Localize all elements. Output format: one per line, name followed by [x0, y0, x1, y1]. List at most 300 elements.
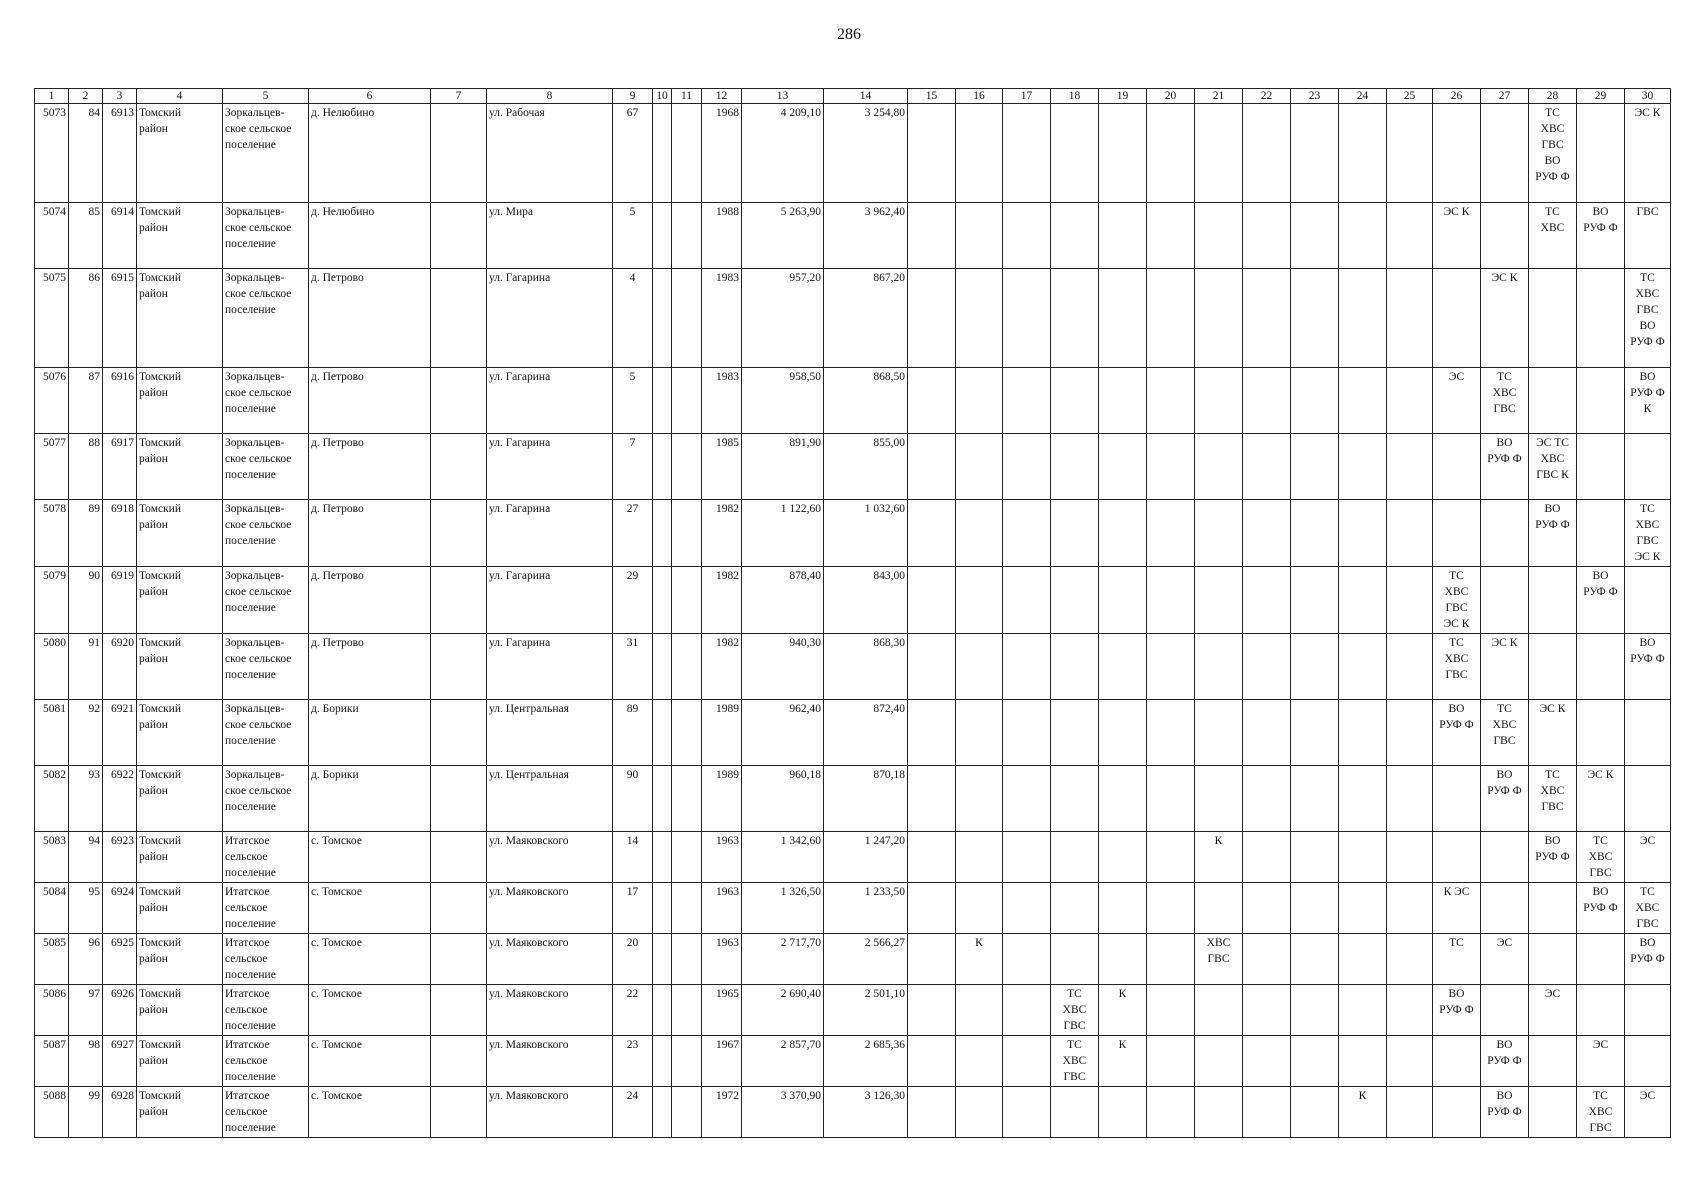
cell-col-30 — [1625, 985, 1671, 1036]
cell-col-21 — [1195, 269, 1243, 368]
cell-col-8: ул. Гагарина — [487, 567, 613, 634]
cell-col-28: ВО РУФ Ф — [1529, 500, 1577, 567]
cell-col-9: 29 — [613, 567, 653, 634]
cell-col-16 — [956, 1087, 1003, 1138]
cell-col-21 — [1195, 500, 1243, 567]
cell-col-27: ЭС — [1481, 934, 1529, 985]
cell-col-2: 86 — [69, 269, 103, 368]
cell-col-25 — [1387, 700, 1433, 766]
cell-col-15 — [908, 104, 956, 203]
cell-col-14: 2 685,36 — [824, 1036, 908, 1087]
cell-col-22 — [1243, 269, 1291, 368]
cell-col-18: ТС ХВС ГВС — [1051, 985, 1099, 1036]
cell-col-25 — [1387, 434, 1433, 500]
cell-col-13: 2 690,40 — [742, 985, 824, 1036]
column-header-15: 15 — [908, 89, 956, 104]
cell-col-16 — [956, 634, 1003, 700]
cell-col-30: ТС ХВС ГВС ВО РУФ Ф — [1625, 269, 1671, 368]
cell-col-15 — [908, 934, 956, 985]
cell-col-6: с. Томское — [309, 985, 431, 1036]
table-row — [35, 203, 1671, 269]
cell-col-15 — [908, 832, 956, 883]
cell-col-1: 5084 — [35, 883, 69, 934]
cell-col-20 — [1147, 203, 1195, 269]
cell-col-6: д. Петрово — [309, 500, 431, 567]
column-header-4: 4 — [137, 89, 223, 104]
cell-col-11 — [672, 766, 702, 832]
cell-col-27 — [1481, 104, 1529, 203]
cell-col-1: 5088 — [35, 1087, 69, 1138]
cell-col-19 — [1099, 883, 1147, 934]
table-row — [35, 567, 1671, 634]
cell-col-22 — [1243, 500, 1291, 567]
cell-col-23 — [1291, 567, 1339, 634]
cell-col-1: 5073 — [35, 104, 69, 203]
cell-col-2: 96 — [69, 934, 103, 985]
cell-col-27 — [1481, 567, 1529, 634]
cell-col-17 — [1003, 832, 1051, 883]
cell-col-20 — [1147, 1087, 1195, 1138]
cell-col-29 — [1577, 700, 1625, 766]
cell-col-3: 6927 — [103, 1036, 137, 1087]
cell-col-13: 940,30 — [742, 634, 824, 700]
cell-col-13: 891,90 — [742, 434, 824, 500]
cell-col-7 — [431, 1036, 487, 1087]
cell-col-26 — [1433, 766, 1481, 832]
cell-col-21 — [1195, 434, 1243, 500]
cell-col-2: 94 — [69, 832, 103, 883]
cell-col-7 — [431, 567, 487, 634]
cell-col-21 — [1195, 883, 1243, 934]
cell-col-22 — [1243, 700, 1291, 766]
cell-col-29 — [1577, 634, 1625, 700]
cell-col-17 — [1003, 500, 1051, 567]
cell-col-12: 1967 — [702, 1036, 742, 1087]
cell-col-4: Томский район — [137, 883, 223, 934]
cell-col-1: 5075 — [35, 269, 69, 368]
cell-col-9: 22 — [613, 985, 653, 1036]
cell-col-28 — [1529, 934, 1577, 985]
cell-col-23 — [1291, 434, 1339, 500]
cell-col-29: ВО РУФ Ф — [1577, 883, 1625, 934]
cell-col-3: 6922 — [103, 766, 137, 832]
cell-col-16 — [956, 766, 1003, 832]
cell-col-30: ЭС — [1625, 832, 1671, 883]
cell-col-16 — [956, 985, 1003, 1036]
column-header-1: 1 — [35, 89, 69, 104]
cell-col-1: 5085 — [35, 934, 69, 985]
cell-col-15 — [908, 269, 956, 368]
cell-col-25 — [1387, 1087, 1433, 1138]
cell-col-8: ул. Маяковского — [487, 1087, 613, 1138]
cell-col-12: 1972 — [702, 1087, 742, 1138]
cell-col-27: ВО РУФ Ф — [1481, 434, 1529, 500]
cell-col-1: 5081 — [35, 700, 69, 766]
cell-col-7 — [431, 434, 487, 500]
cell-col-15 — [908, 634, 956, 700]
cell-col-4: Томский район — [137, 700, 223, 766]
cell-col-17 — [1003, 883, 1051, 934]
cell-col-26: ЭС К — [1433, 203, 1481, 269]
cell-col-30 — [1625, 567, 1671, 634]
column-header-25: 25 — [1387, 89, 1433, 104]
cell-col-20 — [1147, 832, 1195, 883]
cell-col-10 — [653, 500, 672, 567]
cell-col-17 — [1003, 104, 1051, 203]
cell-col-17 — [1003, 1036, 1051, 1087]
cell-col-15 — [908, 700, 956, 766]
cell-col-7 — [431, 700, 487, 766]
cell-col-1: 5074 — [35, 203, 69, 269]
cell-col-1: 5087 — [35, 1036, 69, 1087]
cell-col-23 — [1291, 203, 1339, 269]
cell-col-26 — [1433, 104, 1481, 203]
cell-col-10 — [653, 934, 672, 985]
cell-col-2: 92 — [69, 700, 103, 766]
table-row — [35, 634, 1671, 700]
cell-col-18 — [1051, 368, 1099, 434]
cell-col-15 — [908, 203, 956, 269]
cell-col-18 — [1051, 203, 1099, 269]
cell-col-25 — [1387, 883, 1433, 934]
cell-col-15 — [908, 985, 956, 1036]
cell-col-24 — [1339, 832, 1387, 883]
cell-col-22 — [1243, 203, 1291, 269]
cell-col-24 — [1339, 985, 1387, 1036]
registry-table — [34, 88, 1671, 1138]
cell-col-20 — [1147, 1036, 1195, 1087]
cell-col-30: ЭС К — [1625, 104, 1671, 203]
cell-col-9: 31 — [613, 634, 653, 700]
cell-col-11 — [672, 832, 702, 883]
cell-col-26 — [1433, 269, 1481, 368]
cell-col-10 — [653, 203, 672, 269]
cell-col-4: Томский район — [137, 203, 223, 269]
cell-col-2: 99 — [69, 1087, 103, 1138]
cell-col-4: Томский район — [137, 634, 223, 700]
cell-col-14: 843,00 — [824, 567, 908, 634]
cell-col-21 — [1195, 766, 1243, 832]
cell-col-12: 1965 — [702, 985, 742, 1036]
cell-col-6: с. Томское — [309, 883, 431, 934]
cell-col-11 — [672, 203, 702, 269]
column-header-26: 26 — [1433, 89, 1481, 104]
cell-col-19 — [1099, 567, 1147, 634]
cell-col-14: 855,00 — [824, 434, 908, 500]
cell-col-18 — [1051, 1087, 1099, 1138]
cell-col-10 — [653, 1087, 672, 1138]
cell-col-9: 67 — [613, 104, 653, 203]
column-header-5: 5 — [223, 89, 309, 104]
cell-col-24 — [1339, 269, 1387, 368]
cell-col-19 — [1099, 634, 1147, 700]
cell-col-21 — [1195, 634, 1243, 700]
cell-col-22 — [1243, 368, 1291, 434]
cell-col-4: Томский район — [137, 368, 223, 434]
cell-col-4: Томский район — [137, 434, 223, 500]
cell-col-20 — [1147, 985, 1195, 1036]
cell-col-4: Томский район — [137, 1036, 223, 1087]
cell-col-24 — [1339, 368, 1387, 434]
cell-col-30 — [1625, 700, 1671, 766]
cell-col-8: ул. Гагарина — [487, 269, 613, 368]
cell-col-10 — [653, 985, 672, 1036]
cell-col-24 — [1339, 934, 1387, 985]
cell-col-19 — [1099, 700, 1147, 766]
cell-col-11 — [672, 269, 702, 368]
cell-col-27 — [1481, 832, 1529, 883]
cell-col-13: 957,20 — [742, 269, 824, 368]
cell-col-27: ТС ХВС ГВС — [1481, 368, 1529, 434]
cell-col-11 — [672, 104, 702, 203]
cell-col-25 — [1387, 832, 1433, 883]
cell-col-17 — [1003, 985, 1051, 1036]
cell-col-30 — [1625, 434, 1671, 500]
table-row — [35, 1036, 1671, 1087]
cell-col-23 — [1291, 1087, 1339, 1138]
cell-col-15 — [908, 567, 956, 634]
cell-col-12: 1989 — [702, 700, 742, 766]
cell-col-13: 1 326,50 — [742, 883, 824, 934]
cell-col-21 — [1195, 1087, 1243, 1138]
column-header-2: 2 — [69, 89, 103, 104]
cell-col-5: Зоркальцев- ское сельское поселение — [223, 368, 309, 434]
cell-col-5: Зоркальцев- ское сельское поселение — [223, 269, 309, 368]
cell-col-13: 4 209,10 — [742, 104, 824, 203]
cell-col-2: 91 — [69, 634, 103, 700]
cell-col-8: ул. Маяковского — [487, 934, 613, 985]
cell-col-10 — [653, 883, 672, 934]
column-header-9: 9 — [613, 89, 653, 104]
cell-col-8: ул. Рабочая — [487, 104, 613, 203]
cell-col-14: 1 032,60 — [824, 500, 908, 567]
cell-col-26: ВО РУФ Ф — [1433, 700, 1481, 766]
cell-col-20 — [1147, 434, 1195, 500]
cell-col-25 — [1387, 500, 1433, 567]
cell-col-18 — [1051, 700, 1099, 766]
cell-col-19 — [1099, 368, 1147, 434]
cell-col-11 — [672, 434, 702, 500]
cell-col-22 — [1243, 883, 1291, 934]
cell-col-29: ТС ХВС ГВС — [1577, 832, 1625, 883]
cell-col-5: Зоркальцев- ское сельское поселение — [223, 434, 309, 500]
cell-col-22 — [1243, 1036, 1291, 1087]
cell-col-12: 1982 — [702, 567, 742, 634]
cell-col-4: Томский район — [137, 269, 223, 368]
cell-col-23 — [1291, 883, 1339, 934]
cell-col-7 — [431, 883, 487, 934]
cell-col-1: 5083 — [35, 832, 69, 883]
cell-col-12: 1985 — [702, 434, 742, 500]
cell-col-2: 98 — [69, 1036, 103, 1087]
cell-col-19 — [1099, 832, 1147, 883]
cell-col-12: 1963 — [702, 934, 742, 985]
cell-col-3: 6917 — [103, 434, 137, 500]
cell-col-25 — [1387, 934, 1433, 985]
cell-col-8: ул. Гагарина — [487, 500, 613, 567]
cell-col-2: 97 — [69, 985, 103, 1036]
cell-col-16 — [956, 700, 1003, 766]
cell-col-2: 87 — [69, 368, 103, 434]
cell-col-6: д. Нелюбино — [309, 203, 431, 269]
cell-col-13: 962,40 — [742, 700, 824, 766]
cell-col-25 — [1387, 1036, 1433, 1087]
cell-col-9: 20 — [613, 934, 653, 985]
cell-col-14: 3 126,30 — [824, 1087, 908, 1138]
column-header-14: 14 — [824, 89, 908, 104]
cell-col-20 — [1147, 883, 1195, 934]
cell-col-20 — [1147, 934, 1195, 985]
column-header-29: 29 — [1577, 89, 1625, 104]
cell-col-6: с. Томское — [309, 934, 431, 985]
cell-col-10 — [653, 567, 672, 634]
cell-col-26: ВО РУФ Ф — [1433, 985, 1481, 1036]
cell-col-26 — [1433, 1087, 1481, 1138]
cell-col-15 — [908, 500, 956, 567]
column-header-12: 12 — [702, 89, 742, 104]
column-header-24: 24 — [1339, 89, 1387, 104]
cell-col-3: 6926 — [103, 985, 137, 1036]
cell-col-24 — [1339, 634, 1387, 700]
cell-col-12: 1968 — [702, 104, 742, 203]
cell-col-10 — [653, 700, 672, 766]
cell-col-3: 6915 — [103, 269, 137, 368]
cell-col-16 — [956, 368, 1003, 434]
cell-col-29: ВО РУФ Ф — [1577, 567, 1625, 634]
cell-col-14: 2 501,10 — [824, 985, 908, 1036]
cell-col-1: 5076 — [35, 368, 69, 434]
cell-col-29 — [1577, 368, 1625, 434]
cell-col-20 — [1147, 567, 1195, 634]
cell-col-16 — [956, 1036, 1003, 1087]
table-row — [35, 700, 1671, 766]
cell-col-4: Томский район — [137, 766, 223, 832]
cell-col-3: 6923 — [103, 832, 137, 883]
cell-col-24 — [1339, 567, 1387, 634]
cell-col-17 — [1003, 567, 1051, 634]
cell-col-18 — [1051, 634, 1099, 700]
cell-col-21: ХВС ГВС — [1195, 934, 1243, 985]
cell-col-6: д. Борики — [309, 700, 431, 766]
cell-col-13: 1 342,60 — [742, 832, 824, 883]
cell-col-5: Зоркальцев- ское сельское поселение — [223, 203, 309, 269]
cell-col-28 — [1529, 368, 1577, 434]
cell-col-20 — [1147, 368, 1195, 434]
cell-col-18 — [1051, 104, 1099, 203]
cell-col-3: 6918 — [103, 500, 137, 567]
cell-col-13: 878,40 — [742, 567, 824, 634]
cell-col-24: К — [1339, 1087, 1387, 1138]
cell-col-6: д. Нелюбино — [309, 104, 431, 203]
cell-col-11 — [672, 634, 702, 700]
cell-col-23 — [1291, 500, 1339, 567]
cell-col-18 — [1051, 567, 1099, 634]
cell-col-24 — [1339, 104, 1387, 203]
table-row — [35, 368, 1671, 434]
cell-col-18 — [1051, 934, 1099, 985]
cell-col-29 — [1577, 985, 1625, 1036]
cell-col-17 — [1003, 269, 1051, 368]
cell-col-17 — [1003, 368, 1051, 434]
cell-col-28 — [1529, 883, 1577, 934]
cell-col-24 — [1339, 203, 1387, 269]
cell-col-11 — [672, 368, 702, 434]
cell-col-24 — [1339, 434, 1387, 500]
cell-col-25 — [1387, 634, 1433, 700]
cell-col-20 — [1147, 766, 1195, 832]
cell-col-27 — [1481, 883, 1529, 934]
cell-col-18 — [1051, 832, 1099, 883]
cell-col-26: ТС ХВС ГВС ЭС К — [1433, 567, 1481, 634]
cell-col-23 — [1291, 368, 1339, 434]
cell-col-10 — [653, 766, 672, 832]
cell-col-26: ТС — [1433, 934, 1481, 985]
cell-col-12: 1983 — [702, 269, 742, 368]
cell-col-28: ЭС — [1529, 985, 1577, 1036]
cell-col-29: ЭС К — [1577, 766, 1625, 832]
column-header-16: 16 — [956, 89, 1003, 104]
cell-col-5: Зоркальцев- ское сельское поселение — [223, 104, 309, 203]
cell-col-15 — [908, 766, 956, 832]
cell-col-28: ТС ХВС ГВС ВО РУФ Ф — [1529, 104, 1577, 203]
cell-col-29 — [1577, 500, 1625, 567]
cell-col-9: 5 — [613, 203, 653, 269]
cell-col-9: 7 — [613, 434, 653, 500]
cell-col-17 — [1003, 766, 1051, 832]
cell-col-5: Зоркальцев- ское сельское поселение — [223, 766, 309, 832]
cell-col-28 — [1529, 1036, 1577, 1087]
table-row — [35, 766, 1671, 832]
cell-col-6: д. Петрово — [309, 368, 431, 434]
cell-col-19 — [1099, 434, 1147, 500]
cell-col-28: ТС ХВС — [1529, 203, 1577, 269]
cell-col-23 — [1291, 104, 1339, 203]
cell-col-6: с. Томское — [309, 1087, 431, 1138]
cell-col-27: ВО РУФ Ф — [1481, 1036, 1529, 1087]
cell-col-3: 6924 — [103, 883, 137, 934]
cell-col-20 — [1147, 104, 1195, 203]
cell-col-13: 5 263,90 — [742, 203, 824, 269]
cell-col-10 — [653, 368, 672, 434]
cell-col-29 — [1577, 269, 1625, 368]
cell-col-2: 89 — [69, 500, 103, 567]
cell-col-11 — [672, 700, 702, 766]
cell-col-3: 6919 — [103, 567, 137, 634]
cell-col-20 — [1147, 269, 1195, 368]
column-header-19: 19 — [1099, 89, 1147, 104]
cell-col-2: 95 — [69, 883, 103, 934]
cell-col-20 — [1147, 634, 1195, 700]
cell-col-8: ул. Гагарина — [487, 634, 613, 700]
cell-col-7 — [431, 634, 487, 700]
cell-col-2: 84 — [69, 104, 103, 203]
column-header-21: 21 — [1195, 89, 1243, 104]
cell-col-19 — [1099, 269, 1147, 368]
cell-col-15 — [908, 434, 956, 500]
cell-col-23 — [1291, 832, 1339, 883]
cell-col-14: 868,30 — [824, 634, 908, 700]
cell-col-3: 6914 — [103, 203, 137, 269]
cell-col-7 — [431, 766, 487, 832]
cell-col-7 — [431, 832, 487, 883]
cell-col-7 — [431, 203, 487, 269]
cell-col-5: Итатское сельское поселение — [223, 1087, 309, 1138]
cell-col-30: ВО РУФ Ф К — [1625, 368, 1671, 434]
cell-col-6: с. Томское — [309, 1036, 431, 1087]
cell-col-4: Томский район — [137, 934, 223, 985]
cell-col-8: ул. Центральная — [487, 766, 613, 832]
cell-col-14: 872,40 — [824, 700, 908, 766]
